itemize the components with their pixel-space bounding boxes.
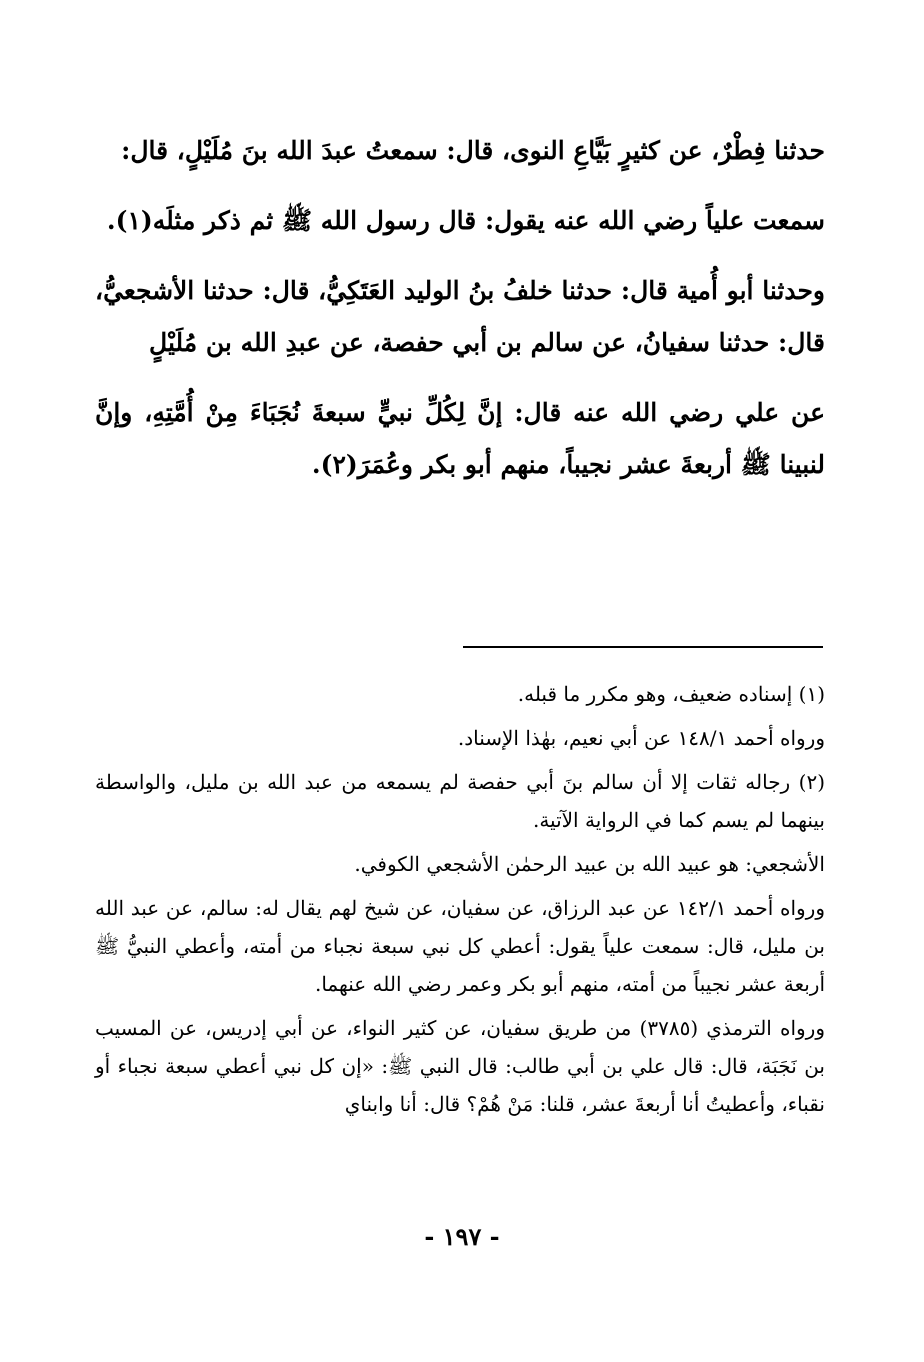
footnote: ورواه أحمد ١٤٢/١ عن عبد الرزاق، عن سفيان، عن شيخ لهم يقال له: سالم، عن عبد الله بن مليل، قال: سمعت علياً يقول: أعطي كل نبي سبعة نجباء من أمته، وأعطي النبيُّ ﷺ أربعة عشر نجيباً من أمته، منهم أبو بكر وعمر رضي الله عنهما.	[95, 896, 825, 996]
footnote: (١) إسناده ضعيف، وهو مكرر ما قبله.	[517, 682, 825, 706]
footnote: ورواه الترمذي (٣٧٨٥) من طريق سفيان، عن كثير النواء، عن أبي إدريس، عن المسيب بن نَجَبَة، قال: قال علي بن أبي طالب: قال النبي ﷺ: «إن كل نبي أعطي سبعة نجباء أو نقباء، وأعطيتُ أنا أربعةَ عشر، قلنا: مَنْ هُمْ؟ قال: أنا وابناي	[95, 1016, 825, 1116]
paragraph: وحدثنا أبو أُمية قال: حدثنا خلفُ بنُ الوليد العَتَكِيُّ، قال: حدثنا الأشجعيُّ، قال: حدثنا سفيانُ، عن سالم بن أبي حفصة، عن عبدِ الله بن مُلَيْلٍ	[95, 276, 825, 357]
paragraph: عن علي رضي الله عنه قال: إنَّ لِكُلِّ نبيٍّ سبعةَ نُجَبَاءَ مِنْ أُمَّتِهِ، وإنَّ لنبينا ﷺ أربعةَ عشر نجيباً، منهم أبو بكر وعُمَرَ(٢).	[95, 398, 825, 479]
footnote-separator	[463, 646, 823, 648]
footnote: الأشجعي: هو عبيد الله بن عبيد الرحمٰن الأشجعي الكوفي.	[354, 852, 825, 876]
footnote: ورواه أحمد ١٤٨/١ عن أبي نعيم، بهٰذا الإسناد.	[457, 726, 825, 750]
footnotes	[95, 675, 825, 1129]
paragraph: حدثنا فِطْرٌ، عن كثيرٍ بَيَّاعِ النوى، قال: سمعتُ عبدَ الله بنَ مُلَيْلٍ، قال:	[121, 136, 825, 165]
main-text	[95, 125, 825, 509]
footnote: (٢) رجاله ثقات إلا أن سالم بنَ أبي حفصة لم يسمعه من عبد الله بن مليل، والواسطة بينهما لم يسم كما في الرواية الآتية.	[95, 770, 825, 832]
page-number: - ١٩٧ -	[424, 1222, 500, 1251]
paragraph: سمعت علياً رضي الله عنه يقول: قال رسول الله ﷺ ثم ذكر مثلَه(١).	[106, 206, 825, 235]
